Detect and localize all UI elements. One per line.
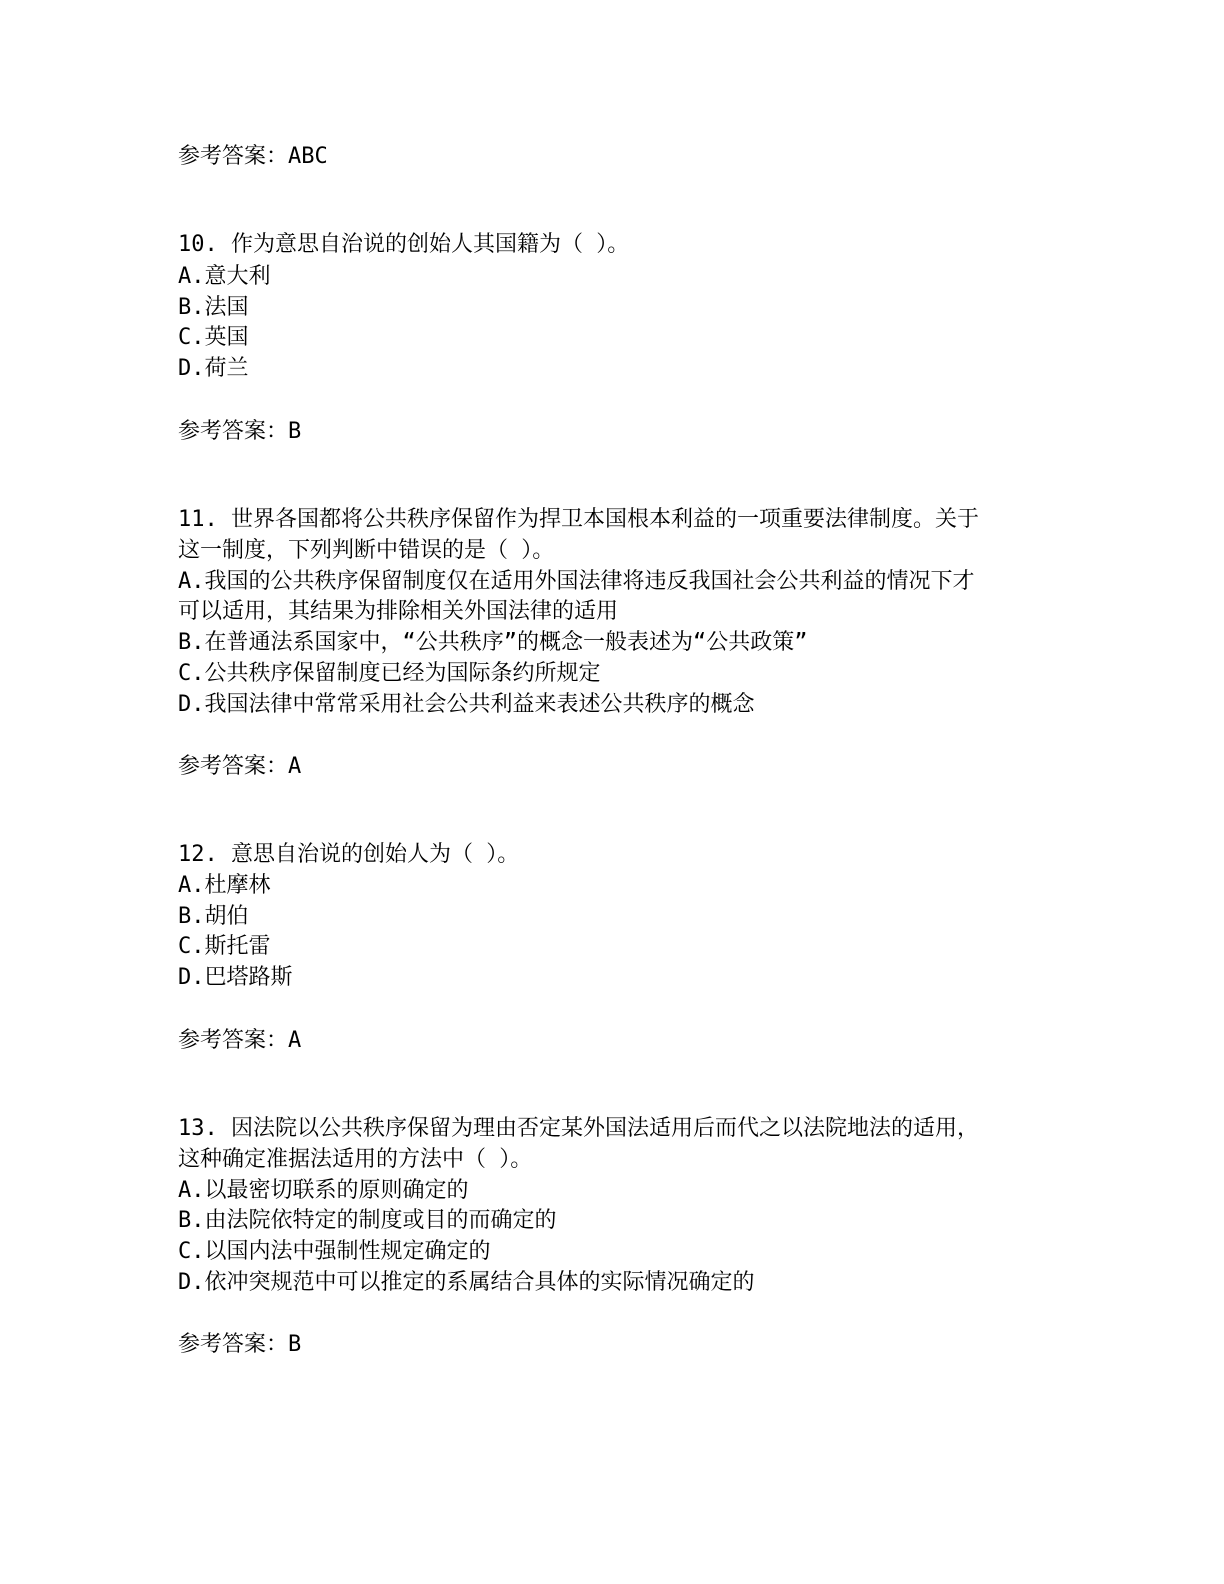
- option-a: A.杜摩林: [178, 873, 271, 898]
- option-b: B.由法院依特定的制度或目的而确定的: [178, 1208, 557, 1233]
- option-c: C.英国: [178, 325, 249, 350]
- answer: 参考答案：A: [178, 1028, 302, 1053]
- option-c: C.斯托雷: [178, 934, 271, 959]
- question-stem: 11. 世界各国都将公共秩序保留作为捍卫本国根本利益的一项重要法律制度。关于: [178, 507, 979, 532]
- answer: 参考答案：A: [178, 754, 302, 779]
- option-d: D.巴塔路斯: [178, 965, 293, 990]
- answer: 参考答案：B: [178, 1332, 302, 1357]
- question-stem: 13. 因法院以公共秩序保留为理由否定某外国法适用后而代之以法院地法的适用，: [178, 1116, 979, 1141]
- question-stem-continued: 这一制度，下列判断中错误的是（ ）。: [178, 538, 555, 563]
- answer: 参考答案：B: [178, 419, 302, 444]
- option-b: B.在普通法系国家中，“公共秩序”的概念一般表述为“公共政策”: [178, 630, 808, 655]
- option-a: A.意大利: [178, 264, 271, 289]
- option-a: A.我国的公共秩序保留制度仅在适用外国法律将违反我国社会公共利益的情况下才: [178, 569, 975, 594]
- question-stem: 12. 意思自治说的创始人为（ ）。: [178, 842, 520, 867]
- option-b: B.法国: [178, 295, 249, 320]
- option-b: B.胡伯: [178, 904, 249, 929]
- option-d: D.荷兰: [178, 356, 249, 381]
- answer-prev: 参考答案：ABC: [178, 144, 328, 169]
- option-d: D.依冲突规范中可以推定的系属结合具体的实际情况确定的: [178, 1270, 755, 1295]
- question-stem: 10. 作为意思自治说的创始人其国籍为（ ）。: [178, 232, 630, 257]
- option-d: D.我国法律中常常采用社会公共利益来表述公共秩序的概念: [178, 692, 755, 717]
- option-a: A.以最密切联系的原则确定的: [178, 1178, 469, 1203]
- question-stem-continued: 这种确定准据法适用的方法中（ ）。: [178, 1147, 533, 1172]
- option-c: C.以国内法中强制性规定确定的: [178, 1239, 491, 1264]
- option-a-continued: 可以适用，其结果为排除相关外国法律的适用: [178, 599, 619, 624]
- option-c: C.公共秩序保留制度已经为国际条约所规定: [178, 661, 601, 686]
